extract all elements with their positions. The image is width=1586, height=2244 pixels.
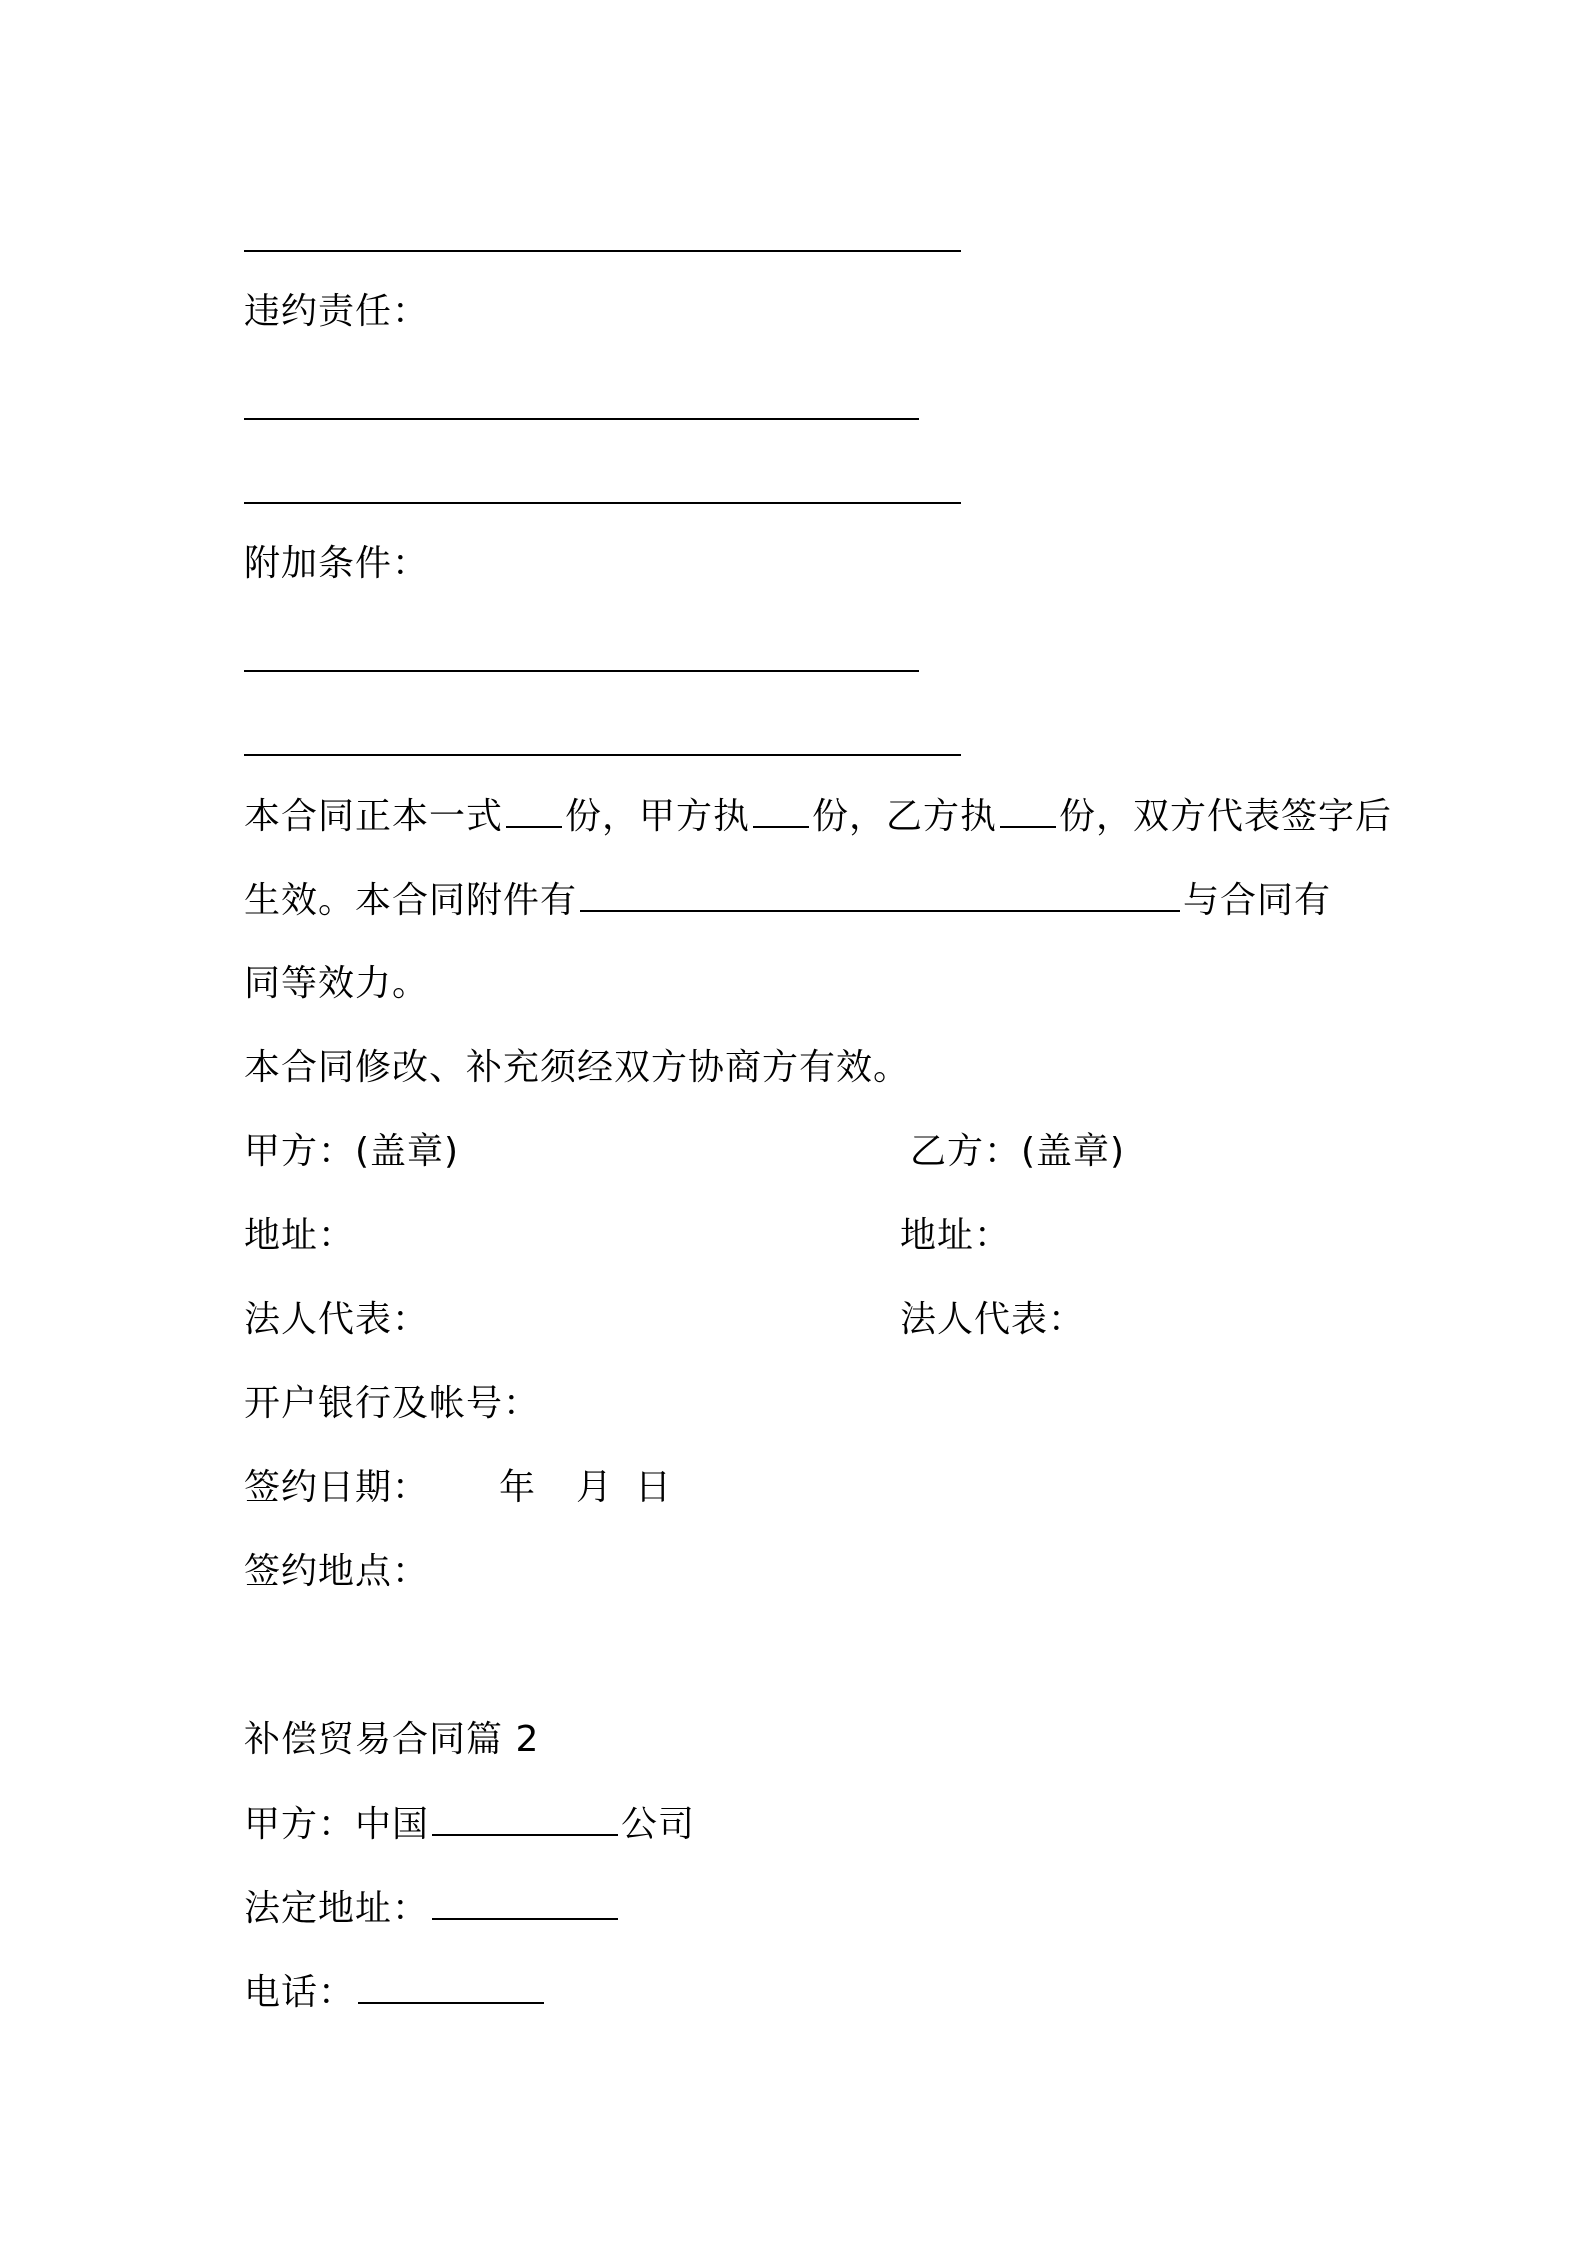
- breach-label: 违约责任：: [244, 291, 430, 332]
- party-a-suffix: 公司: [621, 1804, 696, 1845]
- copies-clause-line-1: [244, 794, 1392, 839]
- party-b-rep: 法人代表：: [900, 1299, 1086, 1340]
- year-label: 年: [499, 1467, 537, 1508]
- copies-text: 份，双方代表签字后: [1059, 796, 1393, 837]
- day-label: 日: [635, 1467, 673, 1508]
- party-a-prefix: 甲方：中国: [244, 1804, 430, 1845]
- party-a-rep: 法人代表：: [244, 1299, 430, 1340]
- address-blank: [432, 1886, 618, 1920]
- blank: [753, 794, 809, 828]
- copies-text: 生效。本合同附件有: [244, 880, 578, 921]
- amendment-clause: 本合同修改、补充须经双方协商方有效。: [244, 1047, 911, 1088]
- attachment-blank: [580, 878, 1180, 912]
- party-b-seal: 乙方：(盖章): [910, 1131, 1126, 1172]
- party-a-address: 地址：: [244, 1215, 356, 1256]
- copies-clause-line-3: 同等效力。: [244, 963, 430, 1004]
- fill-in-line: [244, 418, 919, 420]
- contract2-title: 补偿贸易合同篇 2: [244, 1719, 540, 1760]
- fill-in-line: [244, 670, 919, 672]
- contract2-legal-address: [244, 1886, 621, 1931]
- fill-in-line: [244, 502, 961, 504]
- signing-place: 签约地点：: [244, 1551, 430, 1592]
- contract2-phone: [244, 1970, 547, 2015]
- copies-clause-line-2: [244, 878, 1331, 923]
- phone-blank: [358, 1970, 544, 2004]
- fill-in-line: [244, 250, 961, 252]
- copies-text: 与合同有: [1183, 880, 1332, 921]
- phone-label: 电话：: [244, 1972, 356, 2013]
- company-blank: [432, 1802, 618, 1836]
- fill-in-line: [244, 754, 961, 756]
- month-label: 月: [576, 1467, 614, 1508]
- party-b-address: 地址：: [900, 1215, 1012, 1256]
- party-a-seal: 甲方：(盖章): [244, 1131, 460, 1172]
- party-a-bank: 开户银行及帐号：: [244, 1383, 541, 1424]
- blank: [1000, 794, 1056, 828]
- blank: [506, 794, 562, 828]
- additional-label: 附加条件：: [244, 543, 430, 584]
- contract2-party-a: [244, 1802, 695, 1847]
- legal-address-label: 法定地址：: [244, 1888, 430, 1929]
- copies-text: 本合同正本一式: [244, 796, 504, 837]
- signing-date-label: 签约日期：: [244, 1467, 430, 1508]
- copies-text: 份，乙方执: [812, 796, 998, 837]
- copies-text: 份，甲方执: [565, 796, 751, 837]
- signing-date: [244, 1466, 672, 1510]
